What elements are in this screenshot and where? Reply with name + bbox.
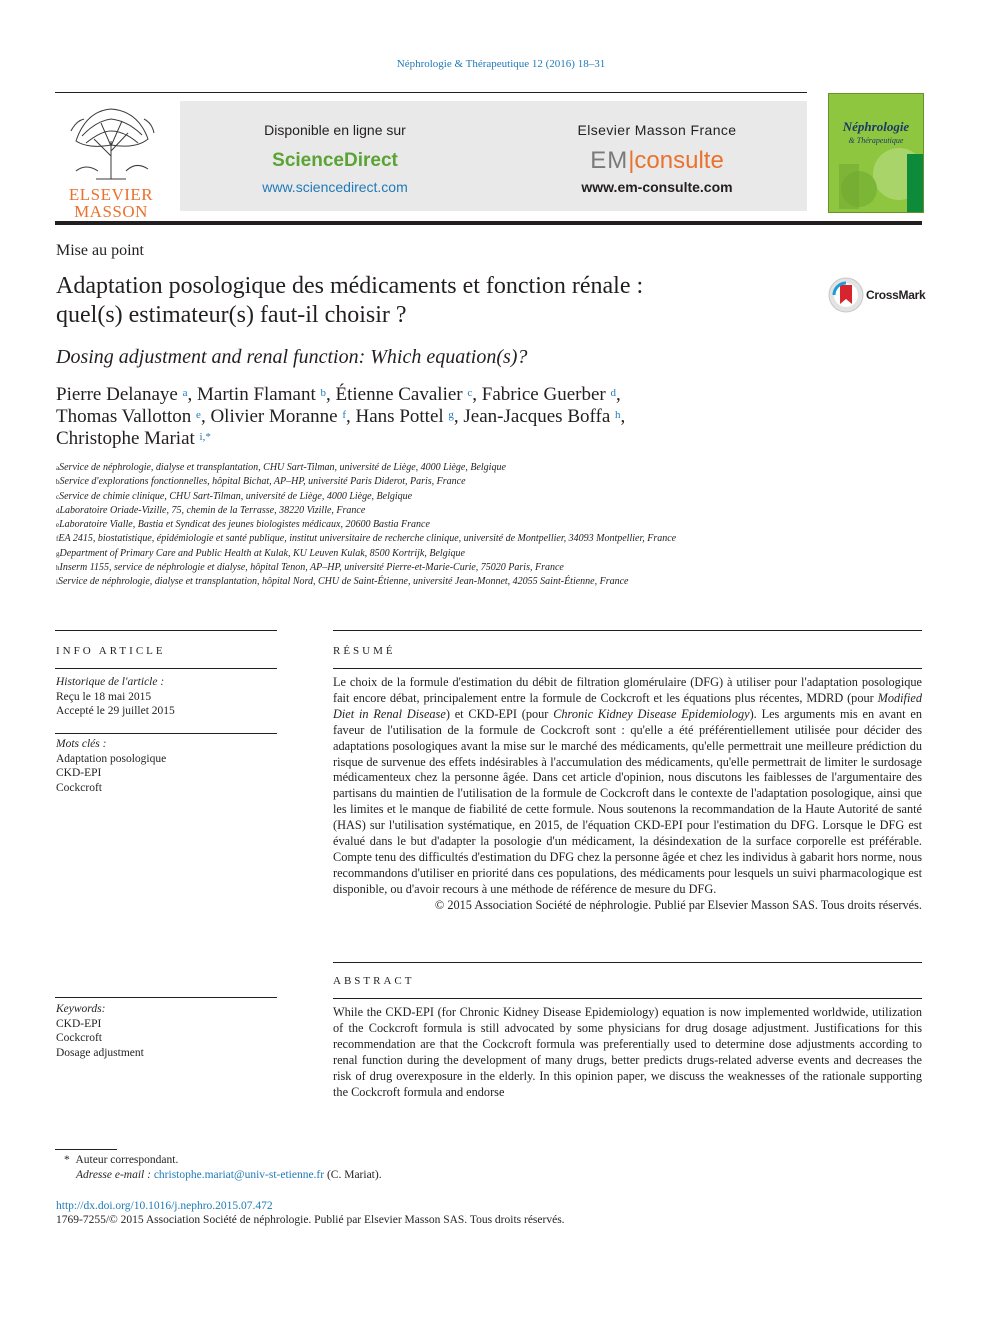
article-history <box>56 675 276 719</box>
keywords-en-label: Keywords: <box>56 1003 106 1015</box>
resume-text <box>333 675 922 914</box>
elsevier-masson-france-label: Elsevier Masson France <box>577 122 737 138</box>
emconsulte-logo[interactable] <box>542 147 772 175</box>
elsevier-word: ELSEVIER <box>68 185 154 204</box>
keyword: Cockcroft <box>56 1032 102 1044</box>
affiliation-item <box>56 532 936 546</box>
affiliation-item <box>56 490 936 504</box>
separator-bar-icon: | <box>628 147 635 174</box>
resume-segment: Le choix de la formule d'estimation du débit de filtration glomérulaire (DFG) à utiliser pour l'adaptation posologique fait encore débat, principalement entre la formule de Cockcroft et les équations plus récentes, MDRD (pour <box>333 675 922 705</box>
keyword: Adaptation posologique <box>56 752 167 765</box>
keywords-en-rule <box>55 997 277 998</box>
resume-segment: ) et CKD-EPI (pour <box>445 706 554 721</box>
masson-word: MASSON <box>74 202 148 221</box>
sciencedirect-link[interactable]: www.sciencedirect.com <box>262 179 408 195</box>
crossmark-icon <box>828 277 864 313</box>
accepted-date: Accepté le 29 juillet 2015 <box>56 705 175 717</box>
consulte-text: consulte <box>634 147 724 174</box>
corresponding-author-note <box>64 1154 178 1166</box>
keyword: Dosage adjustment <box>56 1046 144 1059</box>
keywords-fr-label: Mots clés : <box>56 738 107 750</box>
sciencedirect-logo[interactable]: ScienceDirect <box>272 150 398 171</box>
corresponding-label: Auteur correspondant. <box>75 1154 179 1166</box>
cover-artwork-icon <box>829 94 923 212</box>
section-type: Mise au point <box>56 242 144 259</box>
affiliation-ref[interactable]: f <box>342 409 347 421</box>
affiliation-text: Department of Primary Care and Public Health at Kulak, KU Leuven Kulak, 8500 Kortrijk, Belgique <box>59 547 465 559</box>
resume-italic: Chronic Kidney Disease Epidemiology <box>553 706 750 721</box>
resume-heading-rule <box>333 668 922 669</box>
title-line-2: quel(s) estimateur(s) faut-il choisir ? <box>56 302 407 328</box>
crossmark-label: CrossMark <box>866 288 926 302</box>
affiliation-key: f <box>56 535 59 544</box>
affiliation-item <box>56 575 936 589</box>
info-heading-rule <box>55 668 277 669</box>
affiliation-key: d <box>56 506 60 515</box>
elsevier-logo <box>56 101 166 221</box>
email-label: Adresse e-mail : <box>76 1169 151 1181</box>
author: Étienne Cavalier <box>335 384 463 405</box>
affiliation-ref[interactable]: b <box>320 387 326 399</box>
affiliation-ref[interactable]: d <box>610 387 616 399</box>
affiliation-key: b <box>56 478 60 487</box>
affiliation-key: h <box>56 564 60 573</box>
affiliation-item <box>56 461 936 475</box>
email-link[interactable]: christophe.mariat@univ-st-etienne.fr <box>153 1169 325 1181</box>
keyword: CKD-EPI <box>56 1017 102 1030</box>
header-divider <box>55 221 922 225</box>
affiliation-list <box>56 461 936 590</box>
issn-copyright: 1769-7255/© 2015 Association Société de néphrologie. Publié par Elsevier Masson SAS. Tous droits réservés. <box>56 1214 565 1226</box>
affiliation-key: i <box>56 578 58 587</box>
journal-cover[interactable] <box>828 93 924 213</box>
author: Olivier Moranne <box>210 406 338 427</box>
journal-reference[interactable]: Néphrologie & Thérapeutique 12 (2016) 18–31 <box>396 58 606 70</box>
keyword: Cockcroft <box>56 781 102 794</box>
email-line <box>76 1169 382 1181</box>
author: Thomas Vallotton <box>56 406 192 427</box>
resume-segment: ). Les arguments mis en avant en faveur de l'utilisation de la formule de Cockcroft sont : qu'elle a été préférentiellement utilisée pour décider des adaptations posologiques avant la mise sur le marché des médicaments, qu'elle permettrait une meilleure prédiction du risque de survenue des effets indésirables à l'accumulation des médicaments, qu'elle permettrait de limiter le surdosage médicamenteux chez la personne âgée. Dans cet article d'opinion, nous discutons les faiblesses de l'argumentaire des partisans du maintien de l'utilisation de la formule de Cockcroft dans le contexte de l'adaptation posologique, ainsi que les limites et le manque de fiabilité de cette formule. Nous soutenons la recommandation de la Haute Autorité de santé (HAS) sur l'utilisation systématique, en 2015, de l'équation CKD-EPI pour l'estimation du DFG. Lorsque le DFG est évalué dans le but d'adapter la posologie d'un médicament, la désindexation de la surface corporelle est préférable. Compte tenu des difficultés d'estimation du DFG chez la personne âgée et chez les individus à gabarit hors norme, nous recommandons d'utiliser en priorité dans ces populations, des médicaments pour lesquels un suivi pharmacologique est disponible, ou d'avoir recours à une méthode de référence de mesure du DFG. <box>333 706 923 896</box>
author: Hans Pottel <box>355 406 444 427</box>
affiliation-text: Service de néphrologie, dialyse et transplantation, hôpital Nord, CHU de Saint-Étienne, université Jean-Monnet, 42055 Saint-Étienne, France <box>57 576 629 588</box>
author: Martin Flamant <box>197 384 316 405</box>
elsevier-wordmark <box>56 186 166 220</box>
abstract-heading: ABSTRACT <box>333 975 415 987</box>
cover-subtitle: & Thérapeutique <box>848 136 904 145</box>
availability-banner <box>180 101 807 211</box>
affiliation-text: EA 2415, biostatistique, épidémiologie et santé publique, institut universitaire de recherche clinique, université de Montpellier, 34093 Montpellier, France <box>58 533 677 545</box>
affiliation-key: c <box>56 492 60 501</box>
affiliation-text: Service de néphrologie, dialyse et transplantation, CHU Sart-Tilman, université de Liège, 4000 Liège, Belgique <box>59 462 506 473</box>
resume-heading: RÉSUMÉ <box>333 645 396 657</box>
resume-copyright: © 2015 Association Société de néphrologie. Publié par Elsevier Masson SAS. Tous droits réservés. <box>434 897 922 912</box>
affiliation-text: Laboratoire Vialle, Bastia et Syndicat des jeunes biologistes médicaux, 20600 Bastia France <box>59 519 430 531</box>
available-online-label: Disponible en ligne sur <box>264 122 406 138</box>
affiliation-ref[interactable]: h <box>615 409 621 421</box>
keywords-fr <box>56 737 276 795</box>
top-rule <box>55 92 807 93</box>
received-date: Reçu le 18 mai 2015 <box>56 690 152 703</box>
abstract-text: While the CKD-EPI (for Chronic Kidney Disease Epidemiology) equation is now implemented worldwide, utilization of the Cockcroft formula is still advocated by some physicians for drug dosage adjustment. Justifications for this recommendation are that the Cockcroft formula was preferentially used to determine dose adjustments according to renal function during the development of many drugs, better predicts drugs-related adverse events and decreases the risk of drug overexposure in the elderly. In this opinion paper, we discuss the weaknesses of the rationale supporting the Cockcroft formula and endorse <box>333 1005 922 1099</box>
author-line-2: Thomas Vallotton $^e$, Olivier Moranne $^f$, Hans Pottel $^g$, Jean-Jacques Boffa $^h$, <box>56 406 626 427</box>
affiliation-ref[interactable]: c <box>467 387 473 399</box>
author-line-1: Pierre Delanaye $^a$, Martin Flamant $^b$, Étienne Cavalier $^c$, Fabrice Guerber $^d$, <box>56 384 621 405</box>
em-text: EM <box>590 147 629 174</box>
affiliation-item <box>56 475 936 489</box>
affiliation-key: e <box>56 521 60 530</box>
keywords-en <box>56 1002 276 1060</box>
info-article-heading: INFO ARTICLE <box>56 645 166 657</box>
abstract-heading-rule <box>333 998 922 999</box>
affiliation-text: Laboratoire Oriade-Vizille, 75, chemin de la Terrasse, 38220 Vizille, France <box>59 504 366 516</box>
affiliation-key: a <box>56 464 60 472</box>
title-line-1: Adaptation posologique des médicaments et fonction rénale : <box>56 273 644 299</box>
affiliation-item <box>56 504 936 518</box>
info-top-rule <box>55 630 277 631</box>
abstract-top-rule <box>333 962 922 963</box>
affiliation-text: Inserm 1155, service de néphrologie et dialyse, hôpital Tenon, AP–HP, université Pierre-et-Marie-Curie, 75020 Paris, France <box>59 562 564 574</box>
author: Fabrice Guerber <box>481 384 606 405</box>
keywords-fr-rule <box>55 733 277 734</box>
cover-title: Néphrologie <box>842 119 910 134</box>
footnote-rule <box>55 1149 117 1150</box>
affiliation-item <box>56 518 936 532</box>
resume-italic: Modified Diet in Renal Disease <box>333 690 922 721</box>
asterisk-mark: * <box>64 1154 70 1166</box>
resume-top-rule <box>333 630 922 631</box>
author: Christophe Mariat <box>56 428 195 449</box>
email-suffix: (C. Mariat). <box>326 1169 382 1181</box>
affiliation-ref[interactable]: g <box>448 409 454 421</box>
doi-link[interactable]: http://dx.doi.org/10.1016/j.nephro.2015.07.472 <box>56 1200 273 1212</box>
elsevier-tree-icon <box>56 101 166 181</box>
keyword: CKD-EPI <box>56 767 102 779</box>
affiliation-text: Service d'explorations fonctionnelles, hôpital Bichat, AP–HP, université Paris Diderot, Paris, France <box>59 476 466 488</box>
affiliation-ref[interactable]: i,* <box>199 431 211 443</box>
affiliation-item <box>56 561 936 575</box>
author: Jean-Jacques Boffa <box>463 406 611 427</box>
affiliation-text: Service de chimie clinique, CHU Sart-Tilman, université de Liège, 4000 Liège, Belgique <box>59 490 413 502</box>
affiliation-item <box>56 547 936 561</box>
author-line-3 <box>56 428 916 450</box>
affiliation-ref[interactable]: a <box>182 387 188 399</box>
article-subtitle: Dosing adjustment and renal function: Which equation(s)? <box>56 346 528 368</box>
author: Pierre Delanaye <box>56 384 178 405</box>
crossmark-badge[interactable] <box>828 277 928 313</box>
article-title <box>56 272 776 330</box>
affiliation-ref[interactable]: e <box>196 409 201 421</box>
history-label: Historique de l'article : <box>56 676 165 688</box>
author-list <box>56 384 916 450</box>
emconsulte-link[interactable]: www.em-consulte.com <box>581 179 733 195</box>
affiliation-key: g <box>56 549 60 558</box>
